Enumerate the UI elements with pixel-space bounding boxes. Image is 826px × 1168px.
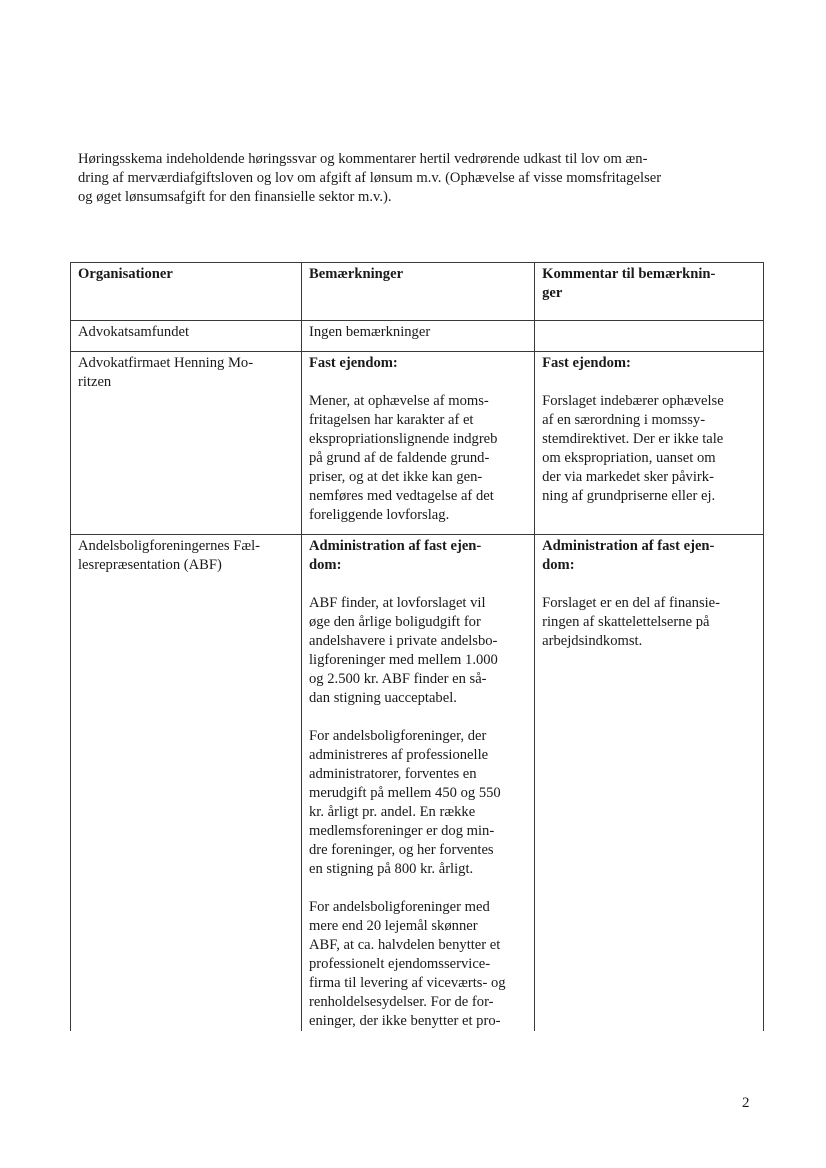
remark-paragraph: ABF finder, at lovforslaget vil øge den årlige boligudgift for andelshavere i private andelsbo- ligforeninger med mellem 1.000 og 2.500 kr. ABF finder en så- dan stigning uacceptabel. (309, 595, 498, 706)
table-row (71, 321, 764, 352)
remark-paragraph: For andelsboligforeninger med mere end 20 lejemål skønner ABF, at ca. halvdelen benytter et professionelt ejendomsservice- firma til levering af viceværts- og renholdelsesydelser. For de for- eninger, der ikke benytter et pro- (309, 899, 506, 1029)
org-cell: Andelsboligforeningernes Fæl- lesrepræsentation (ABF) (71, 535, 302, 1032)
header-organisations: Organisationer (71, 263, 302, 321)
header-comments: Kommentar til bemærknin- ger (535, 263, 764, 321)
intro-paragraph (78, 150, 758, 207)
comment-text: Forslaget indebærer ophævelse af en særordning i momssy- stemdirektivet. Der er ikke tale om ekspropriation, uanset om der via markedet sker påvirk- ning af grundpriserne eller ej. (542, 393, 724, 504)
table-row (71, 352, 764, 535)
org-cell: Advokatfirmaet Henning Mo- ritzen (71, 352, 302, 535)
intro-line: og øget lønsumsafgift for den finansielle sektor m.v.). (78, 189, 392, 205)
remark-paragraph: For andelsboligforeninger, der administreres af professionelle administratorer, forventes en merudgift på mellem 450 og 550 kr. årligt pr. andel. En række medlemsforeninger er dog min- dre foreninger, og her forventes en stigning på 800 kr. årligt. (309, 728, 501, 877)
comment-title: Administration af fast ejen- dom: (542, 538, 715, 573)
intro-line: Høringsskema indeholdende høringssvar og kommentarer hertil vedrørende udkast til lov om æn- (78, 151, 648, 167)
comment-text: Forslaget er en del af finansie- ringen af skattelettelserne på arbejdsindkomst. (542, 595, 721, 649)
remark-cell (302, 352, 535, 535)
header-row (71, 263, 764, 321)
remark-title: Administration af fast ejen- dom: (309, 538, 482, 573)
comment-cell (535, 535, 764, 1032)
org-cell: Advokatsamfundet (71, 321, 302, 352)
comment-cell (535, 321, 764, 352)
remark-text: Mener, at ophævelse af moms- fritagelsen har karakter af et ekspropriationslignende indgreb på grund af de faldende grund- priser, og at det ikke kan gen- nemføres med vedtagelse af det foreliggende lovforslag. (309, 393, 498, 523)
comment-title: Fast ejendom: (542, 355, 631, 371)
remark-title: Fast ejendom: (309, 355, 398, 371)
table-row (71, 535, 764, 1032)
page-number: 2 (742, 1095, 750, 1111)
remark-cell: Ingen bemærkninger (302, 321, 535, 352)
hearing-table (70, 262, 764, 1031)
comment-cell (535, 352, 764, 535)
header-remarks: Bemærkninger (302, 263, 535, 321)
intro-line: dring af merværdiafgiftsloven og lov om afgift af lønsum m.v. (Ophævelse af visse momsfritagelser (78, 170, 662, 186)
remark-cell (302, 535, 535, 1032)
